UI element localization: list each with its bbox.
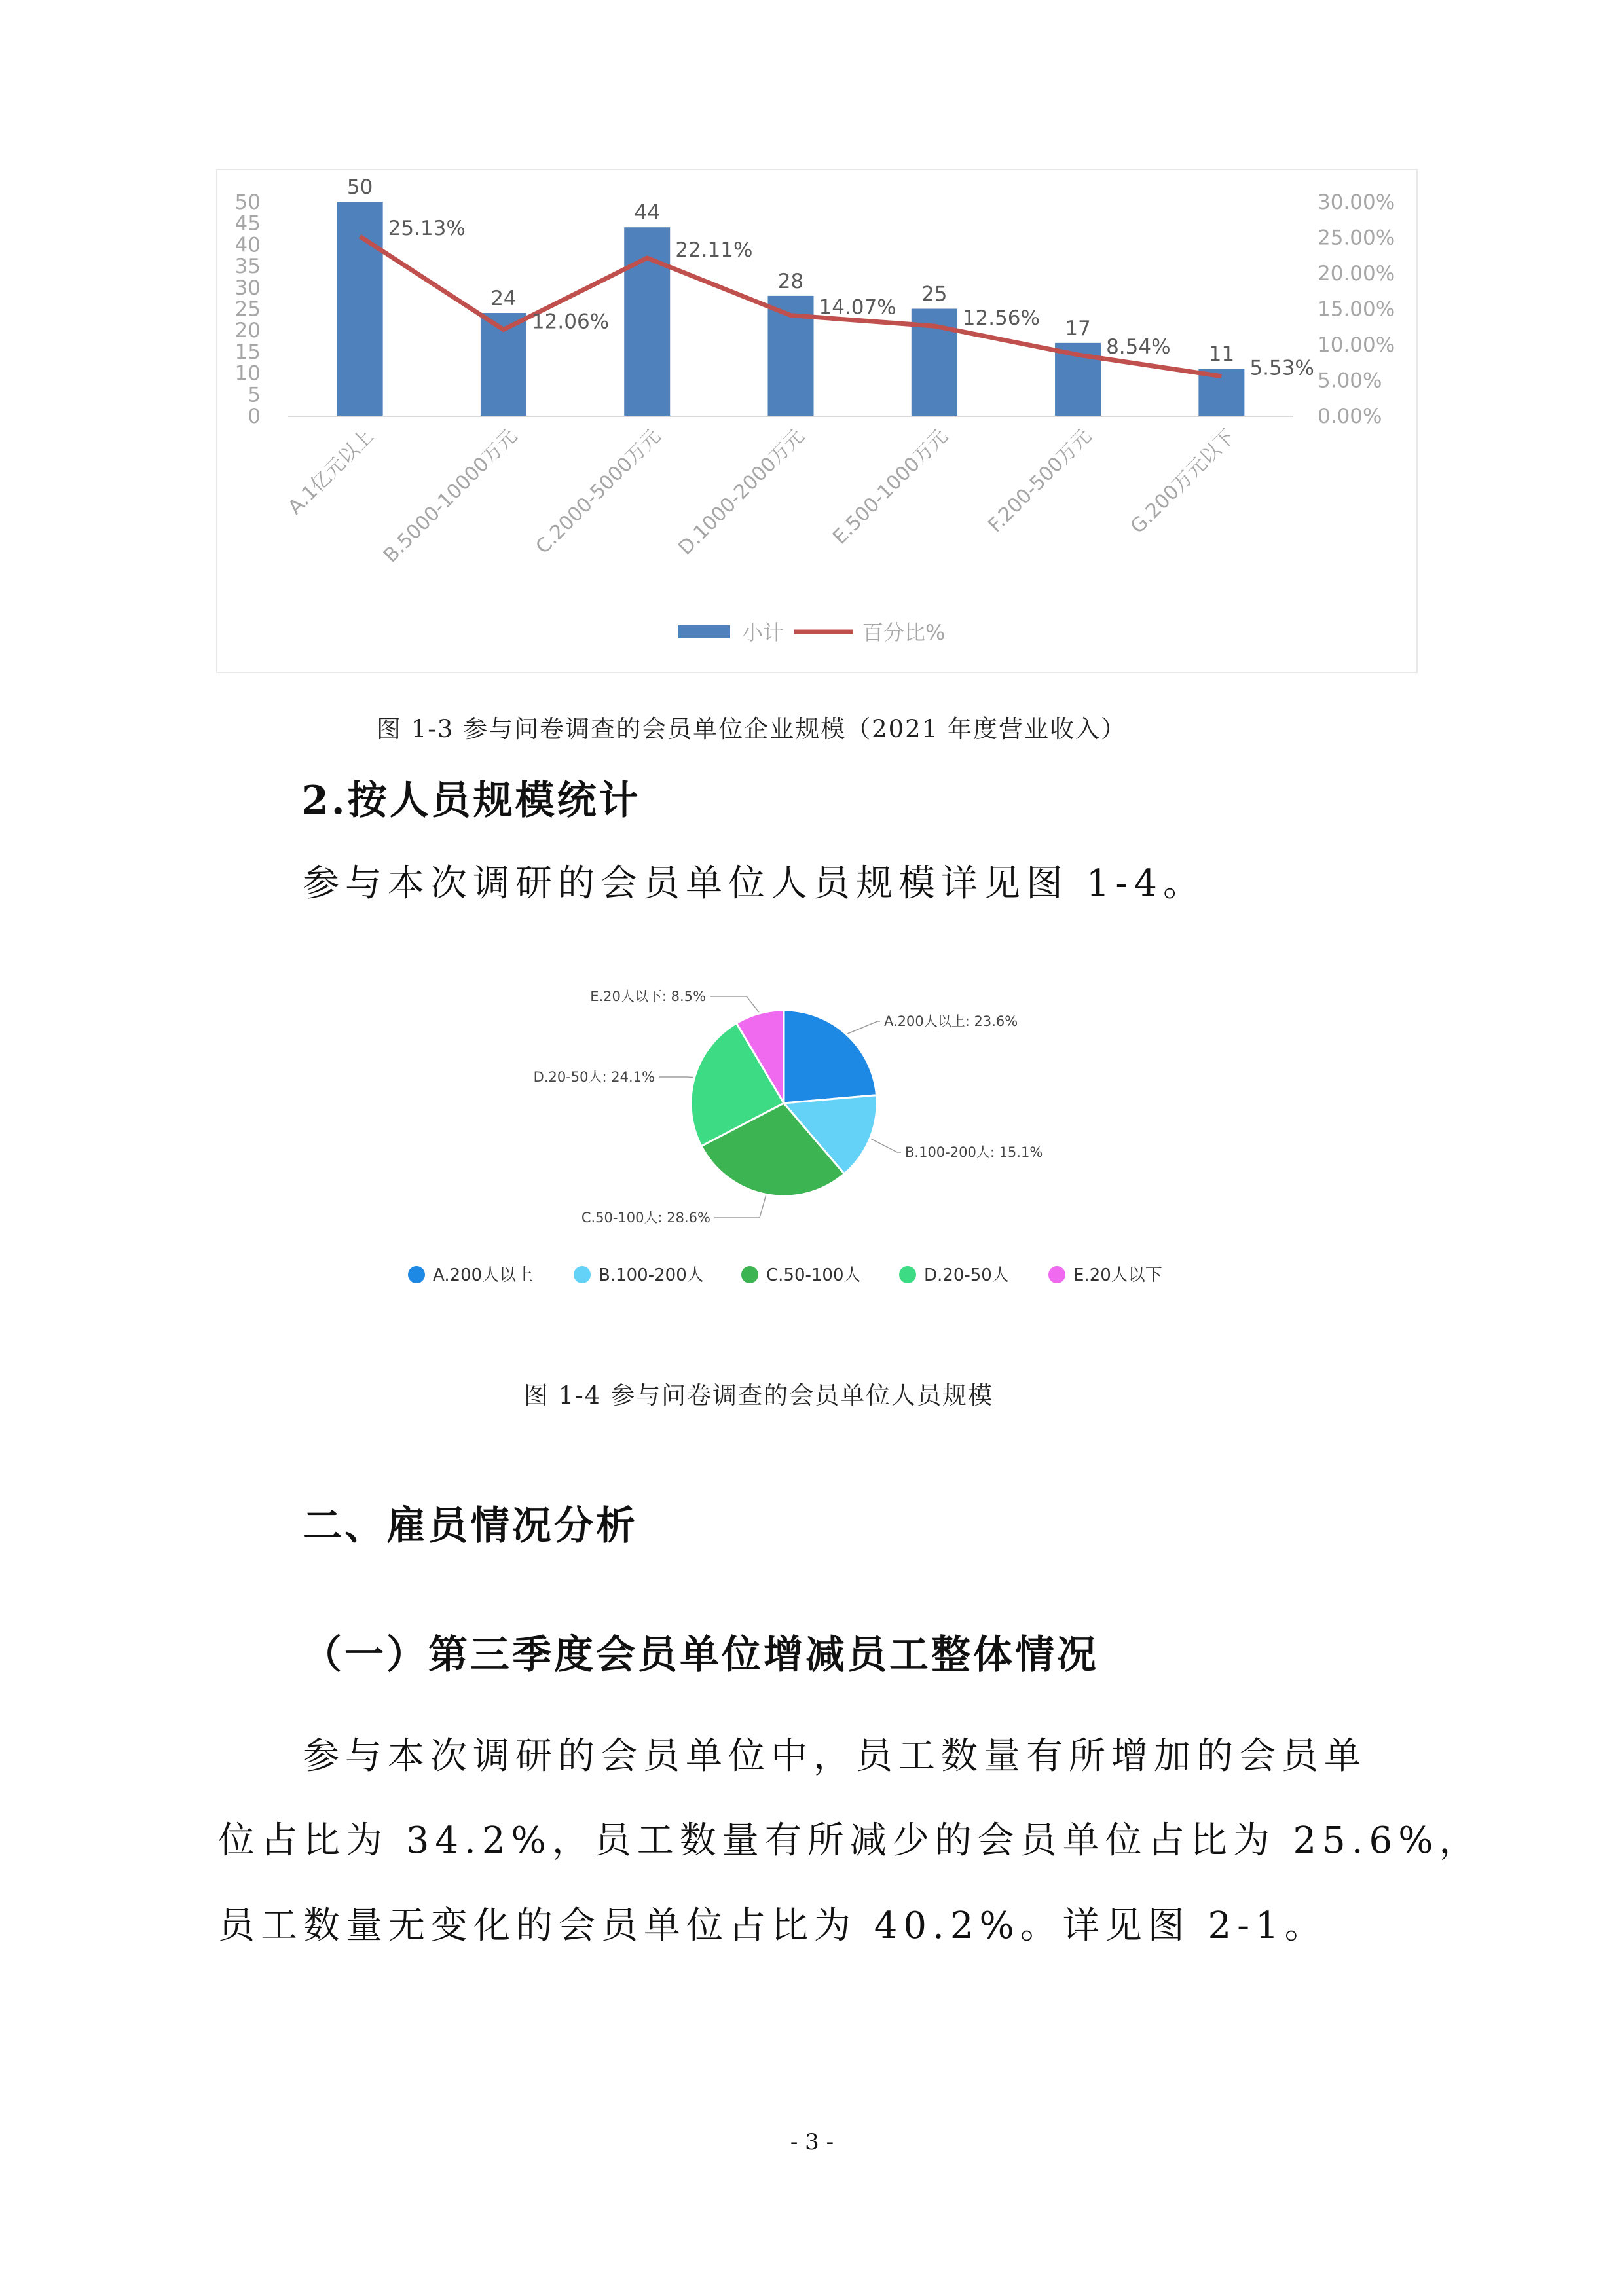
legend-swatch-bar (678, 625, 730, 638)
line-data-label: 25.13% (388, 217, 466, 241)
pie-slice-label: C.50-100人: 28.6% (581, 1210, 710, 1226)
pie-slice-label: B.100-200人: 15.1% (905, 1144, 1043, 1160)
figure-1-3-caption: 图 1-3 参与问卷调查的会员单位企业规模（2021 年度营业收入） (377, 715, 1127, 743)
x-axis-category-label: A.1亿元以上 (284, 424, 378, 519)
x-axis-category-label: D.1000-2000万元 (674, 424, 809, 560)
bar (624, 227, 670, 416)
bar-data-label: 25 (921, 282, 948, 306)
y-axis-tick-label: 30 (234, 276, 261, 300)
y-axis-tick-label: 45 (234, 211, 261, 236)
pie-leader-line (847, 1021, 880, 1034)
figure-1-3-combo-chart (0, 0, 1624, 694)
legend-marker (1048, 1266, 1065, 1283)
y2-axis-tick-label: 0.00% (1318, 405, 1382, 428)
legend-label: E.20人以下 (1073, 1266, 1162, 1285)
legend-label: C.50-100人 (766, 1266, 861, 1285)
bar-data-label: 44 (634, 201, 660, 225)
y2-axis-tick-label: 30.00% (1318, 191, 1395, 214)
x-axis-category-label: B.5000-10000万元 (378, 424, 522, 568)
line-data-label: 22.11% (675, 238, 753, 263)
y-axis-tick-label: 10 (234, 361, 261, 386)
pie-leader-line (710, 996, 759, 1012)
y2-axis-tick-label: 5.00% (1318, 369, 1382, 393)
legend-label-line: 百分比% (862, 620, 946, 645)
y2-axis-tick-label: 10.00% (1318, 333, 1395, 357)
pie-slice-label: E.20人以下: 8.5% (590, 989, 706, 1004)
legend-marker (899, 1266, 916, 1283)
page-number: - 3 - (790, 2129, 834, 2155)
legend-marker (574, 1266, 591, 1283)
legend-label-bar: 小计 (742, 620, 784, 645)
pie-leader-line (871, 1139, 901, 1152)
section-2-heading: 2.按人员规模统计 (301, 778, 641, 824)
paragraph-line-1: 参与本次调研的会员单位中，员工数量有所增加的会员单 (303, 1735, 1367, 1777)
part-2-heading: 二、雇员情况分析 (303, 1503, 638, 1549)
pie-slice (784, 1010, 876, 1103)
line-data-label: 8.54% (1106, 335, 1171, 359)
line-data-label: 12.56% (962, 306, 1040, 331)
bar-data-label: 24 (490, 287, 517, 311)
pie-leader-line (714, 1195, 766, 1218)
x-axis-category-label: F.200-500万元 (984, 424, 1096, 538)
x-axis-category-label: C.2000-5000万元 (531, 424, 665, 559)
y-axis-tick-label: 20 (234, 319, 261, 343)
figure-1-4-caption: 图 1-4 参与问卷调查的会员单位人员规模 (524, 1381, 994, 1410)
pie-slice-label: A.200人以上: 23.6% (884, 1013, 1018, 1029)
line-data-label: 14.07% (819, 295, 896, 319)
legend-label: D.20-50人 (924, 1266, 1009, 1285)
y2-axis-tick-label: 20.00% (1318, 262, 1395, 285)
subsection-1-heading: （一）第三季度会员单位增减员工整体情况 (303, 1632, 1099, 1678)
legend-label: A.200人以上 (433, 1266, 534, 1285)
paragraph-line-2: 位占比为 34.2%，员工数量有所减少的会员单位占比为 25.6%， (218, 1819, 1482, 1862)
bar-data-label: 17 (1065, 316, 1091, 340)
bar-data-label: 28 (777, 269, 804, 293)
line-data-label: 12.06% (531, 310, 610, 334)
y-axis-tick-label: 0 (248, 405, 261, 428)
pie-slice-label: D.20-50人: 24.1% (533, 1069, 655, 1085)
bar-data-label: 50 (346, 175, 373, 199)
x-axis-category-label: E.500-1000万元 (828, 424, 953, 549)
legend-label: B.100-200人 (599, 1266, 704, 1285)
line-data-label: 5.53% (1249, 356, 1314, 380)
y-axis-tick-label: 25 (234, 297, 261, 321)
x-axis-category-label: G.200万元以下 (1126, 424, 1240, 539)
bar (337, 202, 383, 416)
y2-axis-tick-label: 15.00% (1318, 297, 1395, 321)
paragraph-line-3: 员工数量无变化的会员单位占比为 40.2%。详见图 2-1。 (218, 1904, 1327, 1947)
y-axis-tick-label: 40 (234, 233, 261, 257)
bar-data-label: 11 (1208, 342, 1235, 367)
figure-1-4-pie-chart (0, 969, 1624, 1309)
legend-marker (741, 1266, 758, 1283)
y-axis-tick-label: 15 (234, 340, 261, 364)
section-2-intro-text: 参与本次调研的会员单位人员规模详见图 1-4。 (303, 862, 1206, 905)
y2-axis-tick-label: 25.00% (1318, 226, 1395, 250)
y-axis-tick-label: 5 (248, 383, 261, 407)
legend-marker (408, 1266, 425, 1283)
y-axis-tick-label: 35 (234, 255, 261, 279)
y-axis-tick-label: 50 (234, 191, 261, 214)
